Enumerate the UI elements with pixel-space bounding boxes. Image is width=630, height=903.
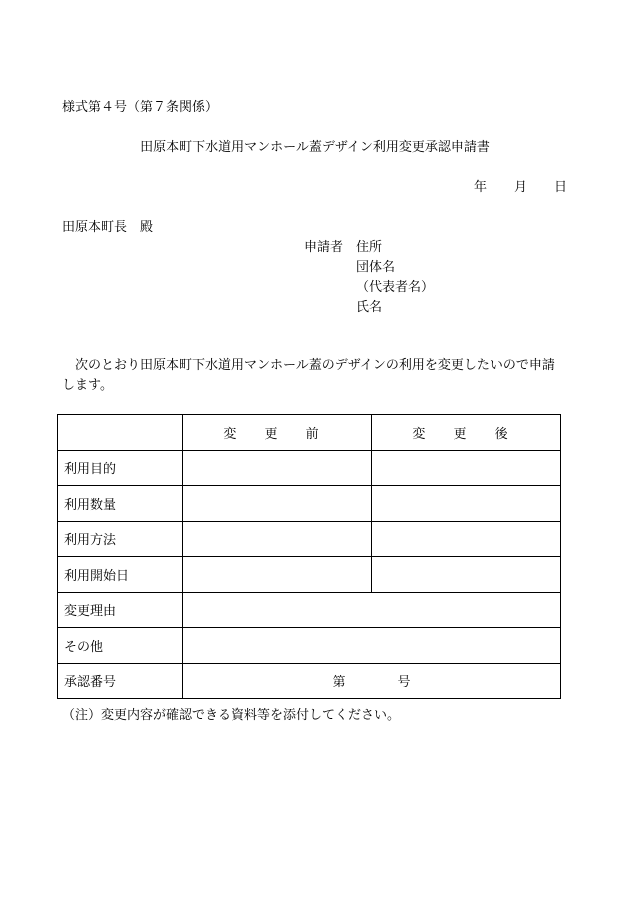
row-label-approval-number: 承認番号 bbox=[58, 663, 183, 699]
applicant-organization-label: 団体名 bbox=[356, 260, 396, 275]
reason-cell[interactable] bbox=[183, 592, 561, 628]
row-label-purpose: 利用目的 bbox=[58, 450, 183, 486]
attachment-note: （注）変更内容が確認できる資料等を添付してください。 bbox=[62, 708, 401, 723]
row-label-start-date: 利用開始日 bbox=[58, 557, 183, 593]
row-label-method: 利用方法 bbox=[58, 521, 183, 557]
table-row bbox=[58, 450, 561, 486]
date-line bbox=[474, 176, 567, 195]
applicant-name-label: 氏名 bbox=[356, 300, 383, 315]
table-row bbox=[58, 663, 561, 699]
table-row bbox=[58, 486, 561, 522]
table-row bbox=[58, 557, 561, 593]
table-header-blank bbox=[58, 415, 183, 451]
purpose-after-cell[interactable] bbox=[372, 450, 561, 486]
start-date-before-cell[interactable] bbox=[183, 557, 372, 593]
approval-dai-label: 第 bbox=[332, 675, 346, 691]
header-after-change: 変 更 後 bbox=[372, 415, 561, 451]
applicant-address-label: 住所 bbox=[356, 240, 383, 255]
start-date-after-cell[interactable] bbox=[372, 557, 561, 593]
table-row bbox=[58, 592, 561, 628]
approval-go-label: 号 bbox=[397, 675, 411, 691]
applicant-representative-label: （代表者名） bbox=[356, 280, 435, 295]
method-before-cell[interactable] bbox=[183, 521, 372, 557]
change-details-table bbox=[57, 414, 561, 699]
method-after-cell[interactable] bbox=[372, 521, 561, 557]
table-row bbox=[58, 628, 561, 664]
row-label-quantity: 利用数量 bbox=[58, 486, 183, 522]
addressee: 田原本町長 殿 bbox=[62, 220, 154, 235]
form-number-label: 様式第４号（第７条関係） bbox=[62, 100, 219, 115]
header-before-change: 変 更 前 bbox=[183, 415, 372, 451]
other-cell[interactable] bbox=[183, 628, 561, 664]
date-month-label: 月 bbox=[514, 180, 528, 195]
approval-number-cell[interactable] bbox=[183, 663, 561, 699]
date-day-label: 日 bbox=[554, 180, 568, 195]
date-year-label: 年 bbox=[474, 180, 488, 195]
row-label-reason: 変更理由 bbox=[58, 592, 183, 628]
document-title: 田原本町下水道用マンホール蓋デザイン利用変更承認申請書 bbox=[140, 140, 490, 155]
purpose-before-cell[interactable] bbox=[183, 450, 372, 486]
application-statement: 次のとおり田原本町下水道用マンホール蓋のデザインの利用を変更したいので申請します。 bbox=[62, 358, 555, 393]
quantity-after-cell[interactable] bbox=[372, 486, 561, 522]
applicant-label: 申請者 bbox=[304, 240, 344, 255]
table-row bbox=[58, 521, 561, 557]
row-label-other: その他 bbox=[58, 628, 183, 664]
table-header-row bbox=[58, 415, 561, 451]
quantity-before-cell[interactable] bbox=[183, 486, 372, 522]
